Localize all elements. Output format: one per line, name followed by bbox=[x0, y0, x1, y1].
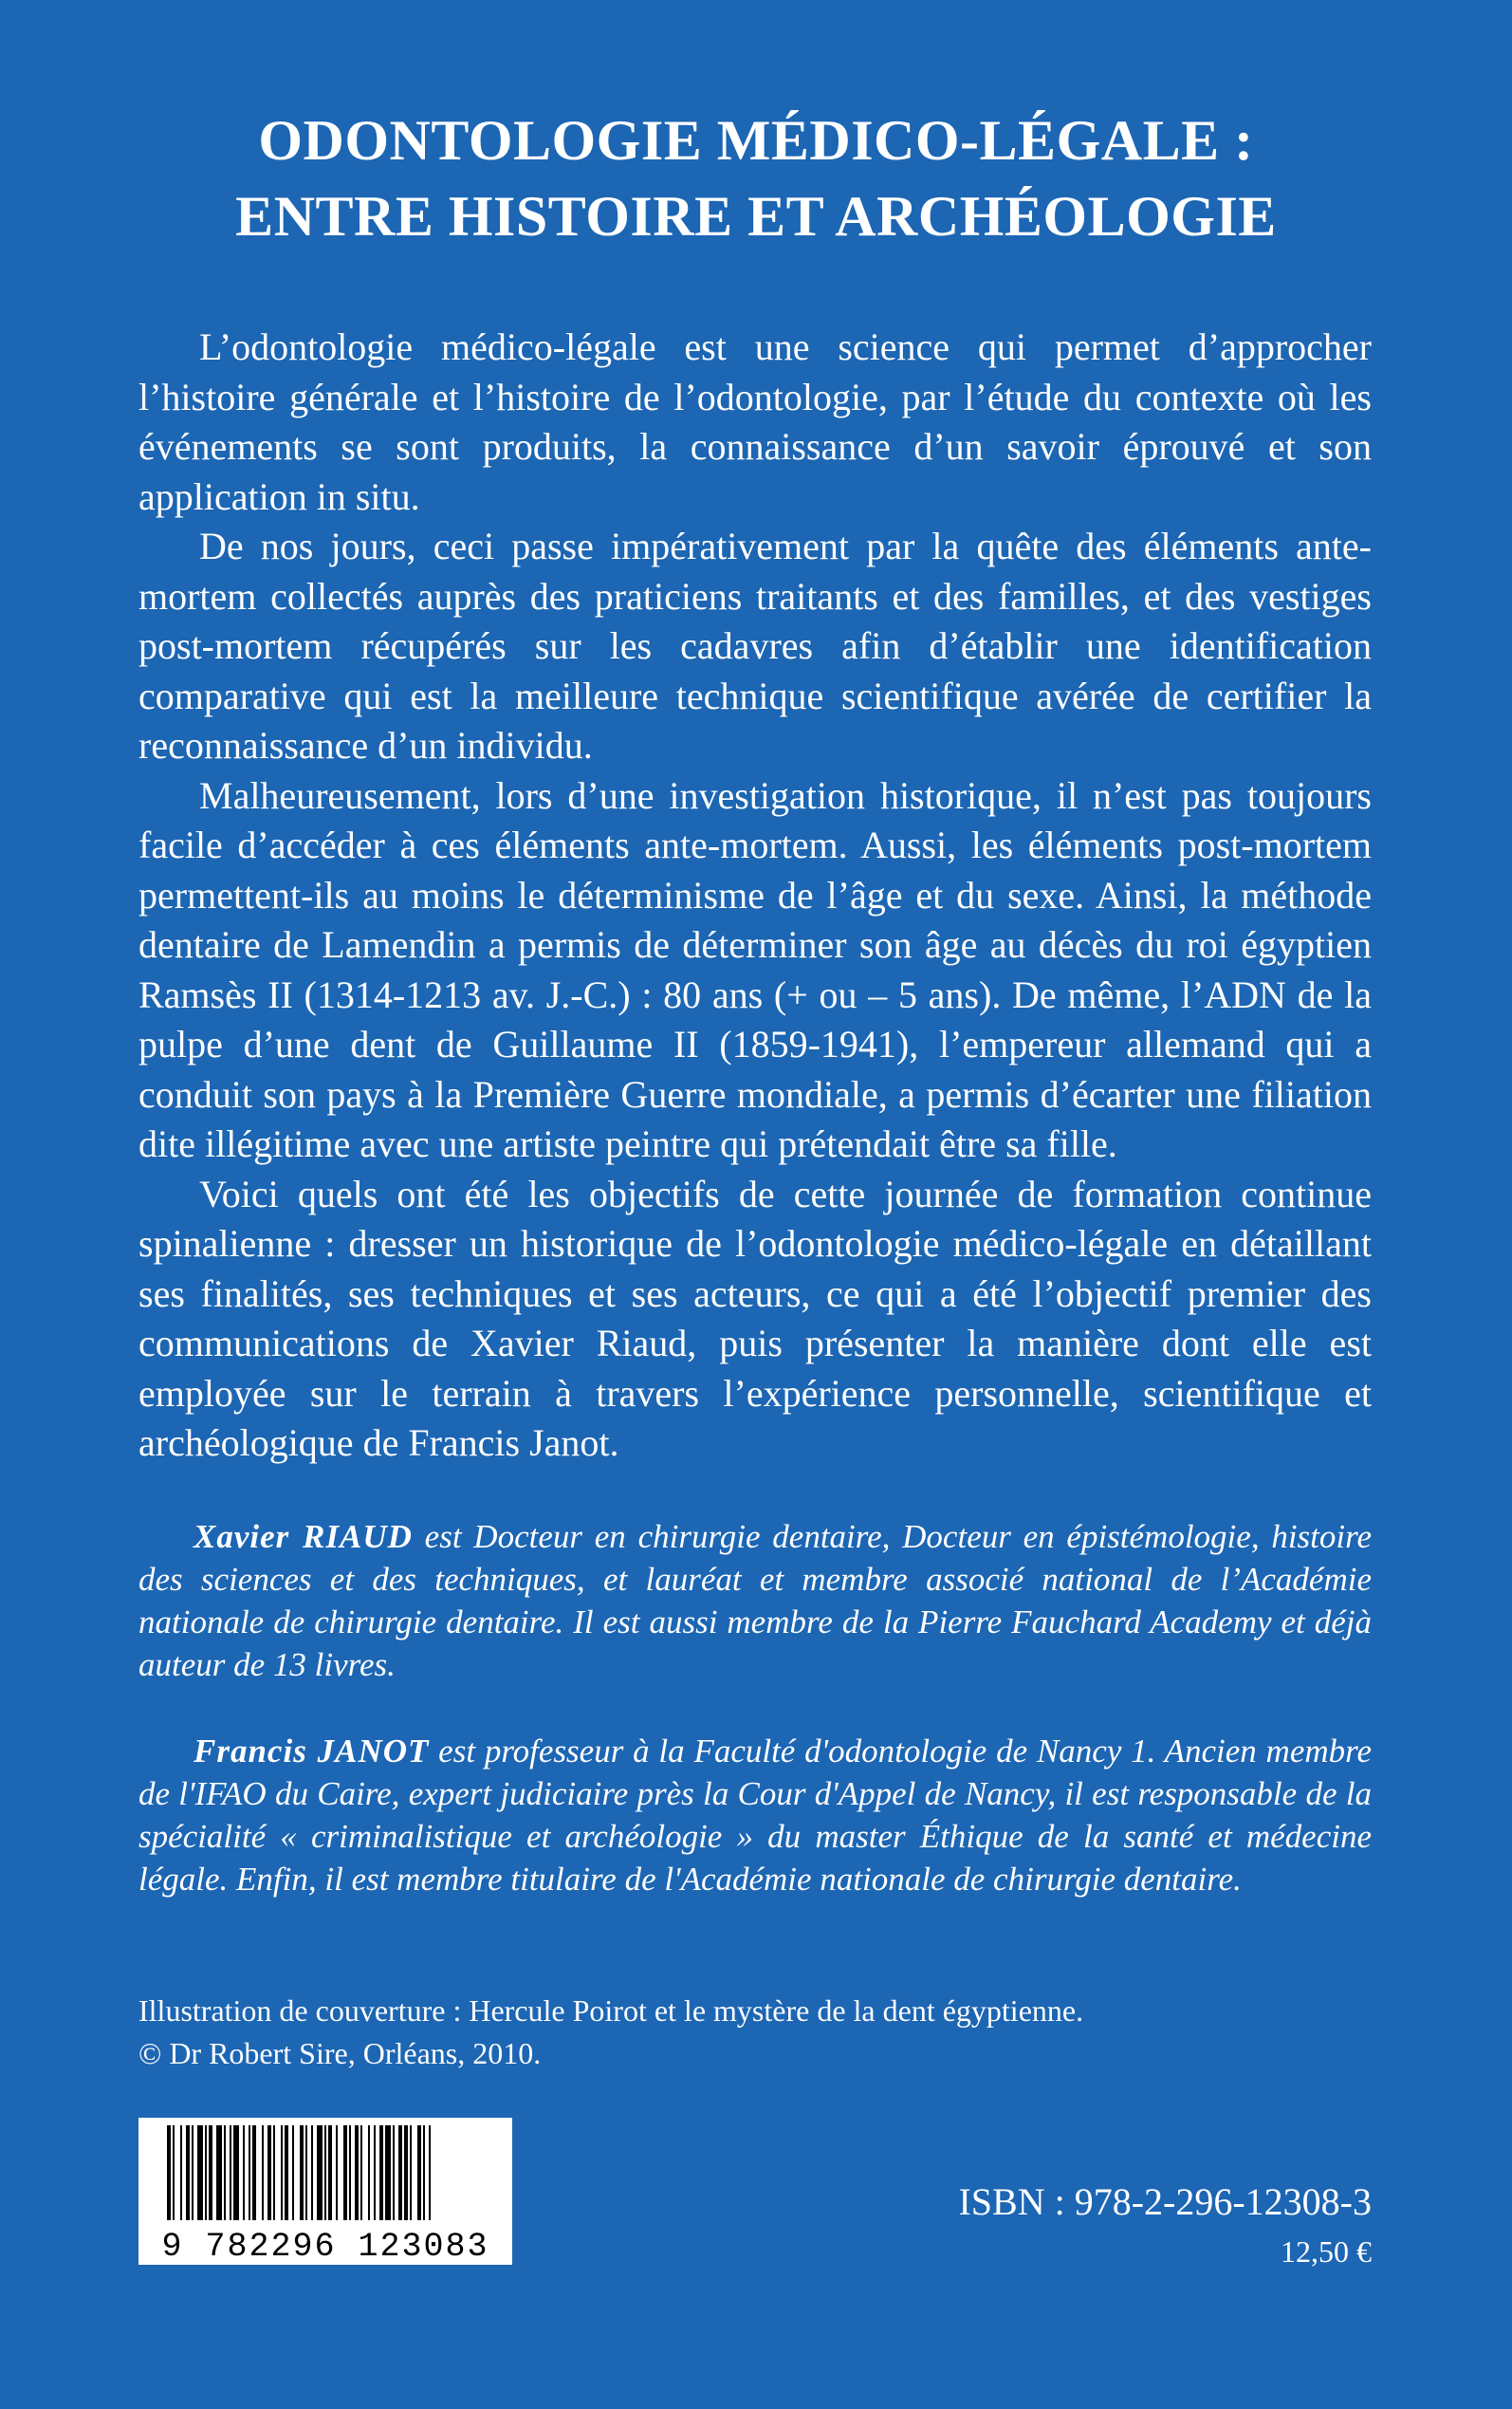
author-name-janot: Francis JANOT bbox=[194, 1733, 430, 1770]
barcode-bar bbox=[324, 2125, 326, 2220]
barcode-bar bbox=[173, 2125, 175, 2220]
barcode-bar bbox=[281, 2125, 283, 2220]
barcode-bar bbox=[343, 2125, 347, 2220]
summary-paragraph-2: De nos jours, ceci passe impérativement par la quête des éléments ante-mortem collectés auprès des praticiens traitants et des familles, et des vestiges post-mortem récupérés sur les cadavres afin d’établir une identification comparative qui est la meilleure technique scientifique avérée de certifier la reconnaissance d’un individu. bbox=[138, 525, 1372, 767]
barcode-bar bbox=[262, 2125, 264, 2220]
barcode-bar bbox=[167, 2125, 171, 2220]
barcode-bar bbox=[317, 2125, 323, 2220]
title-line-1: ODONTOLOGIE MÉDICO-LÉGALE : bbox=[258, 109, 1254, 172]
barcode-graphic bbox=[138, 2118, 512, 2265]
barcode-bar bbox=[417, 2125, 421, 2220]
barcode-bar bbox=[209, 2125, 212, 2220]
barcode-bar bbox=[230, 2125, 231, 2220]
barcode-bar bbox=[285, 2125, 288, 2220]
barcode-bar bbox=[233, 2125, 239, 2220]
barcode-bar bbox=[186, 2125, 190, 2220]
author-name-riaud: Xavier RIAUD bbox=[194, 1518, 413, 1555]
barcode-bar bbox=[197, 2125, 203, 2220]
barcode-bar bbox=[328, 2125, 332, 2220]
barcode-bar bbox=[404, 2125, 408, 2220]
summary-paragraph-3: Malheureusement, lors d’une investigation historique, il n’est pas toujours facile d’accéder à ces éléments ante-mortem. Aussi, les éléments post-mortem permettent-ils au moins le déterminisme de l’âge et du sexe. Ainsi, la méthode dentaire de Lamendin a permis de déterminer son âge au décès du roi égyptien Ramsès II (1314-1213 av. J.-C.) : 80 ans (+ ou – 5 ans). De même, l’ADN de la pulpe d’une dent de Guillaume II (1859-1941), l’empereur allemand qui a conduit son pays à la Première Guerre mondiale, a permis d’écarter une filiation dite illégitime avec une artiste peintre qui prétendait être sa fille. bbox=[138, 773, 1372, 1165]
barcode-bar bbox=[205, 2125, 207, 2220]
barcode-bar bbox=[252, 2125, 256, 2220]
barcode-bar bbox=[379, 2125, 383, 2220]
cover-credits bbox=[138, 1990, 1372, 2075]
barcode-bar bbox=[349, 2125, 351, 2220]
barcode-bar bbox=[216, 2125, 222, 2220]
barcode-bar bbox=[273, 2125, 275, 2220]
copyright-credit: © Dr Robert Sire, Orléans, 2010. bbox=[138, 2036, 542, 2070]
barcode-bar bbox=[336, 2125, 338, 2220]
author-bio-text-janot: est professeur à la Faculté d'odontologie de Nancy 1. Ancien membre de l'IFAO du Caire, expert judiciaire près la Cour d'Appel de Nancy, il est responsable de la spécialité « criminalistique et archéologie » du master Éthique de la santé et médecine légale. Enfin, il est membre titulaire de l'Académie nationale de chirurgie dentaire. bbox=[138, 1733, 1372, 1898]
barcode-bar bbox=[305, 2125, 307, 2220]
barcode-bar bbox=[385, 2125, 391, 2220]
author-bio-janot bbox=[138, 1730, 1372, 1900]
book-title bbox=[0, 102, 1512, 254]
author-bio-text-riaud: est Docteur en chirurgie dentaire, Docteur en épistémologie, histoire des sciences et des techniques, et lauréat et membre associé national de l’Académie nationale de chirurgie dentaire. Il est aussi membre de la Pierre Fauchard Academy et déjà auteur de 13 livres. bbox=[138, 1518, 1372, 1683]
barcode-bar bbox=[429, 2125, 431, 2220]
barcode-bar bbox=[410, 2125, 412, 2220]
barcode-bar bbox=[249, 2125, 250, 2220]
barcode-bar bbox=[292, 2125, 294, 2220]
barcode-bar bbox=[311, 2125, 313, 2220]
summary-paragraph-4: Voici quels ont été les objectifs de cette journée de formation continue spinalienne : dresser un historique de l’odontologie médico-légale en détaillant ses finalités, ses techniques et ses acteurs, ce qui a été l’objectif premier des communications de Xavier Riaud, puis présenter la manière dont elle est employée sur le terrain à travers l’expérience personnelle, scientifique et archéologique de Francis Janot. bbox=[138, 1172, 1372, 1464]
author-bio-riaud bbox=[138, 1515, 1372, 1686]
price: 12,50 € bbox=[1281, 2234, 1372, 2269]
barcode-bar bbox=[374, 2125, 376, 2220]
isbn: ISBN : 978-2-296-12308-3 bbox=[958, 2180, 1372, 2223]
barcode-bar bbox=[300, 2125, 304, 2220]
barcode-bar bbox=[224, 2125, 226, 2220]
barcode-bar bbox=[355, 2125, 359, 2220]
title-line-2: ENTRE HISTOIRE ET ARCHÉOLOGIE bbox=[235, 185, 1277, 248]
barcode-bar bbox=[243, 2125, 245, 2220]
barcode-bar bbox=[192, 2125, 194, 2220]
barcode-bar bbox=[393, 2125, 395, 2220]
barcode-bar bbox=[267, 2125, 271, 2220]
back-cover-summary bbox=[138, 323, 1372, 1469]
barcode-bar bbox=[180, 2125, 182, 2220]
barcode-bar bbox=[423, 2125, 425, 2220]
barcode-bar bbox=[398, 2125, 402, 2220]
barcode-digits: 9 782296 123083 bbox=[161, 2228, 489, 2265]
summary-paragraph-1: L’odontologie médico-légale est une science qui permet d’approcher l’histoire générale et l’histoire de l’odontologie, par l’étude du contexte où les événements se sont produits, la connaissance d’un savoir éprouvé et son application in situ. bbox=[138, 325, 1372, 518]
barcode-bar bbox=[368, 2125, 370, 2220]
barcode-bar bbox=[360, 2125, 362, 2220]
illustration-credit: Illustration de couverture : Hercule Poirot et le mystère de la dent égyptienne. bbox=[138, 1993, 1084, 2028]
barcode bbox=[138, 2118, 512, 2265]
